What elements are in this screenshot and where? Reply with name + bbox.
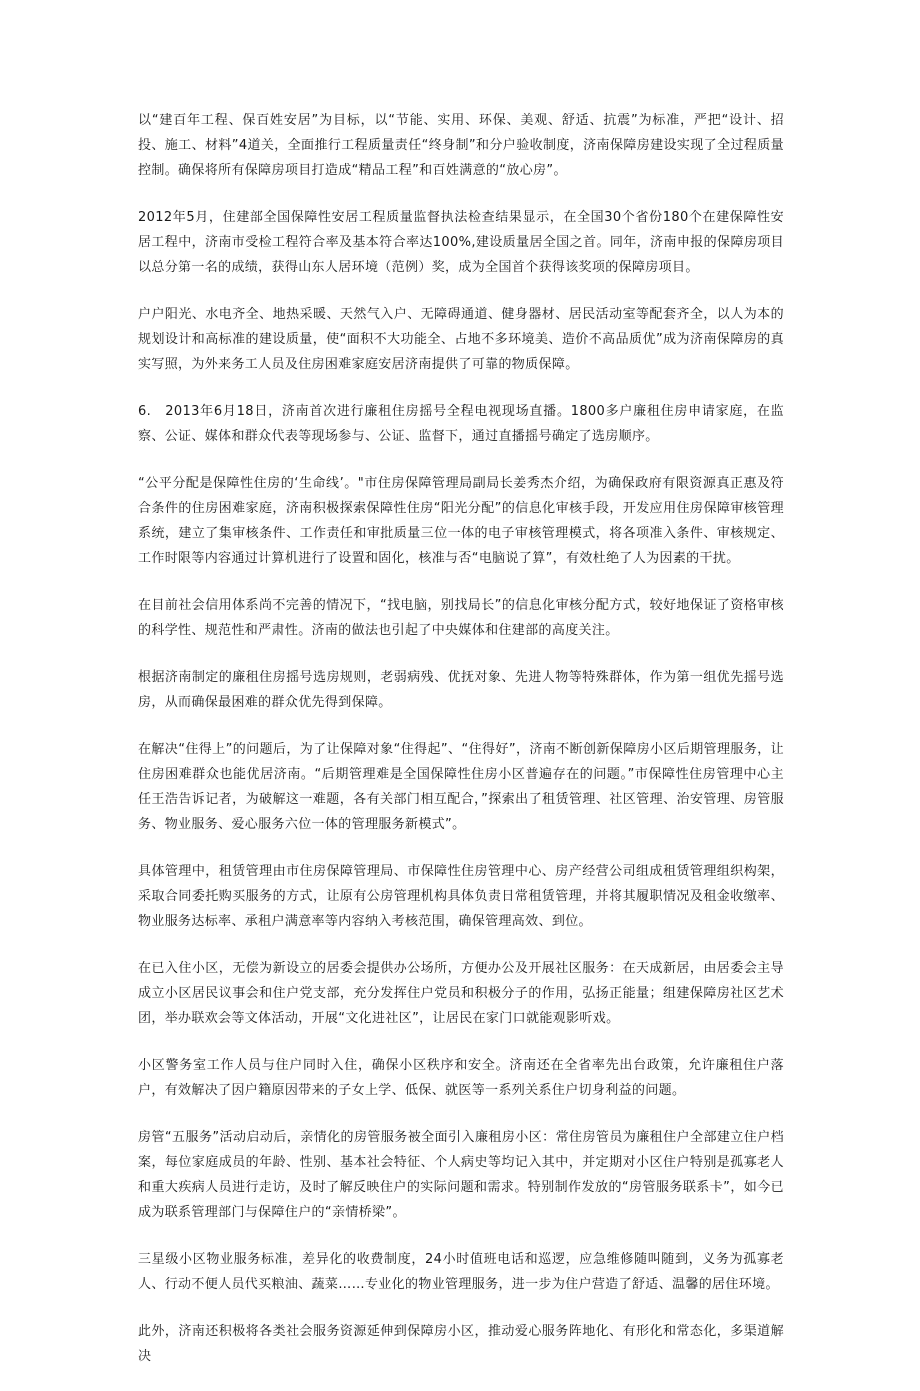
paragraph-priority-groups: 根据济南制定的廉租住房摇号选房规则，老弱病残、优抚对象、先进人物等特殊群体，作为第一组优先摇号选房，从而确保最困难的群众优先得到保障。 <box>138 670 784 710</box>
paragraph-community-services: 在已入住小区，无偿为新设立的居委会提供办公场所，方便办公及开展社区服务：在天成新居，由居委会主导成立小区居民议事会和住户党支部，充分发挥住户党员和积极分子的作用，弘扬正能量；组建保障房社区艺术团，举办联欢会等文体活动，开展“文化进社区”，让居民在家门口就能观影听戏。 <box>138 961 784 1026</box>
paragraph-five-services: 房管“五服务”活动启动后，亲情化的房管服务被全面引入廉租房小区：常住房管员为廉租住户全部建立住户档案，每位家庭成员的年龄、性别、基本社会特征、个人病史等均记入其中，并定期对小区住户特别是孤寡老人和重大疾病人员进行走访，及时了解反映住户的实际问题和需求。特别制作发放的“房管服务联系卡”，如今已成为联系管理部门与保障住户的“亲情桥梁”。 <box>138 1130 784 1220</box>
paragraph-fair-distribution: “公平分配是保障性住房的‘生命线’。"市住房保障管理局副局长姜秀杰介绍，为确保政府有限资源真正惠及符合条件的住房困难家庭，济南积极探索保障性住房“阳光分配”的信息化审核手段，开发应用住房保障审核管理系统，建立了集审核条件、工作责任和审批质量三位一体的电子审核管理模式，将各项准入条件、审核规定、工作时限等内容通过计算机进行了设置和固化，核准与否“电脑说了算”，有效杜绝了人为因素的干扰。 <box>138 476 784 566</box>
paragraph-inspection-result: 2012年5月，住建部全国保障性安居工程质量监督执法检查结果显示，在全国30个省份180个在建保障性安居工程中，济南市受检工程符合率及基本符合率达100%,建设质量居全国之首。同年，济南申报的保障房项目以总分第一名的成绩，获得山东人居环境（范例）奖，成为全国首个获得该奖项的保障房项目。 <box>138 210 784 275</box>
paragraph-facilities: 户户阳光、水电齐全、地热采暖、天然气入户、无障碍通道、健身器材、居民活动室等配套齐全，以人为本的规划设计和高标准的建设质量，使“面积不大功能全、占地不多环境美、造价不高品质优”成为济南保障房的真实写照，为外来务工人员及住房困难家庭安居济南提供了可靠的物质保障。 <box>138 307 784 372</box>
paragraph-police-office: 小区警务室工作人员与住户同时入住，确保小区秩序和安全。济南还在全省率先出台政策，允许廉租住户落户，有效解决了因户籍原因带来的子女上学、低保、就医等一系列关系住户切身利益的问题。 <box>138 1058 784 1098</box>
paragraph-lottery-broadcast: 6. 2013年6月18日，济南首次进行廉租住房摇号全程电视现场直播。1800多户廉租住房申请家庭，在监察、公证、媒体和群众代表等现场参与、公证、监督下，通过直播摇号确定了选房顺序。 <box>138 404 784 444</box>
paragraph-social-resources: 此外，济南还积极将各类社会服务资源延伸到保障房小区，推动爱心服务阵地化、有形化和常态化，多渠道解决 <box>138 1324 784 1364</box>
paragraph-lease-management: 具体管理中，租赁管理由市住房保障管理局、市保障性住房管理中心、房产经营公司组成租赁管理组织构架，采取合同委托购买服务的方式，让原有公房管理机构具体负责日常租赁管理，并将其履职情况及租金收缴率、物业服务达标率、承租户满意率等内容纳入考核范围，确保管理高效、到位。 <box>138 864 784 929</box>
paragraph-credit-system: 在目前社会信用体系尚不完善的情况下，“找电脑，别找局长”的信息化审核分配方式，较好地保证了资格审核的科学性、规范性和严肃性。济南的做法也引起了中央媒体和住建部的高度关注。 <box>138 598 784 638</box>
paragraph-property-service: 三星级小区物业服务标准，差异化的收费制度，24小时值班电话和巡逻，应急维修随叫随到，义务为孤寡老人、行动不便人员代买粮油、蔬菜……专业化的物业管理服务，进一步为住户营造了舒适、温馨的居住环境。 <box>138 1252 784 1292</box>
paragraph-post-management: 在解决“住得上”的问题后，为了让保障对象“住得起”、“住得好”，济南不断创新保障房小区后期管理服务，让住房困难群众也能优居济南。“后期管理难是全国保障性住房小区普遍存在的问题。”市保障性住房管理中心主任王浩告诉记者，为破解这一难题，各有关部门相互配合，”探索出了租赁管理、社区管理、治安管理、房管服务、物业服务、爱心服务六位一体的管理服务新模式”。 <box>138 742 784 832</box>
document-body <box>138 108 784 1391</box>
paragraph-quality-goal: 以“建百年工程、保百姓安居”为目标，以“节能、实用、环保、美观、舒适、抗震”为标准，严把“设计、招投、施工、材料”4道关，全面推行工程质量责任“终身制”和分户验收制度，济南保障房建设实现了全过程质量控制。确保将所有保障房项目打造成“精品工程”和百姓满意的“放心房”。 <box>138 113 784 178</box>
